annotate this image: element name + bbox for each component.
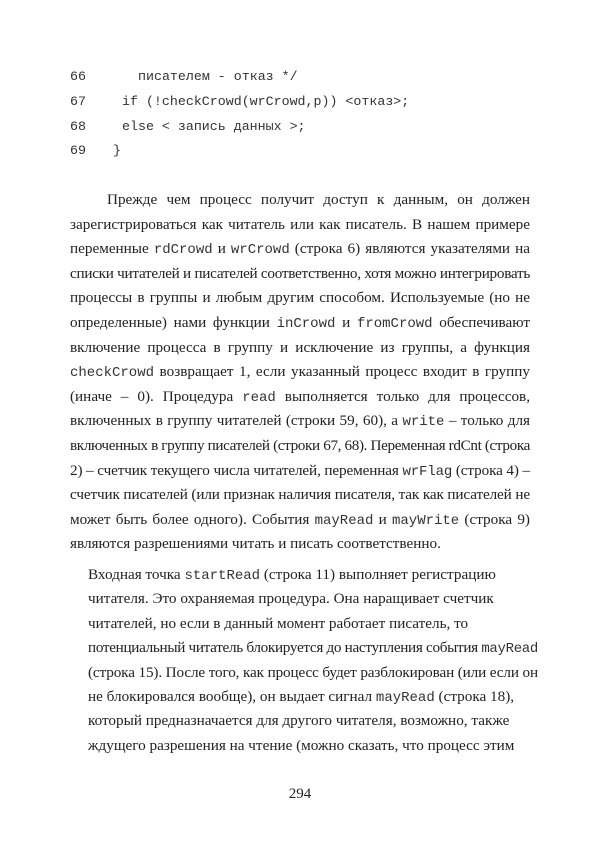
line-number: 66 <box>70 69 86 84</box>
text-run: и <box>212 240 231 258</box>
text-line <box>70 240 530 259</box>
text-run: зарегистрироваться как читатель или как писатель. В нашем примере <box>70 215 530 233</box>
line-number: 67 <box>70 94 86 109</box>
text-run: счетчик писателей (или признак наличия писателя, так как писателей не <box>70 486 530 504</box>
line-number: 69 <box>70 143 86 158</box>
text-run: 2) – счетчик текущего числа читателей, переменная <box>70 461 403 479</box>
text-line <box>70 462 530 481</box>
code-text: писателем - отказ */ <box>138 69 298 84</box>
text-line <box>70 363 530 382</box>
page-number: 294 <box>288 786 312 802</box>
inline-code: mayRead <box>314 512 374 529</box>
text-run: обеспечивают <box>432 314 530 331</box>
inline-code: rdCrowd <box>153 242 213 259</box>
text-run: читателя. Это охраняемая процедура. Она наращивает счетчик <box>88 590 494 608</box>
text-line <box>70 535 441 553</box>
text-run: процессы в группы и любым другим способом. Используемые (но не <box>70 289 530 307</box>
text-run: выполняется только для процессов, <box>275 387 530 405</box>
text-run: (строка 4) – <box>452 461 530 479</box>
text-line <box>70 511 530 530</box>
text-line <box>88 664 538 682</box>
text-run: и <box>373 510 392 528</box>
text-run: читателей, но если в данный момент работает писатель, то <box>88 614 469 632</box>
text-run: Прежде чем процесс получит доступ к данным, он должен <box>107 191 530 208</box>
text-line <box>70 314 530 333</box>
text-run: Входная точка <box>88 566 185 583</box>
text-line <box>88 590 494 608</box>
inline-code: startRead <box>184 568 261 584</box>
inline-code: mayRead <box>375 690 435 706</box>
code-text: } <box>113 143 121 158</box>
text-run: являются разрешениями читать и писать соответственно. <box>70 535 441 553</box>
line-number: 68 <box>70 119 86 134</box>
text-run: возвращает 1, если указанный процесс входит в группу <box>154 363 530 381</box>
text-run: и <box>335 314 357 331</box>
text-line <box>70 216 530 234</box>
text-run: потенциальный читатель блокируется до наступления события <box>88 639 482 657</box>
text-line <box>88 615 468 633</box>
code-text: if (!checkCrowd(wrCrowd,p)) <отказ>; <box>122 94 410 109</box>
inline-code: wrFlag <box>402 463 453 480</box>
text-run: который предназначается для другого читателя, возможно, также <box>88 712 510 730</box>
inline-code: wrCrowd <box>230 242 290 259</box>
inline-code: mayRead <box>481 641 538 658</box>
text-run: включенных в группу писателей (строки 67, 68). Переменная rdCnt (строка <box>70 437 530 454</box>
text-line <box>88 566 496 585</box>
text-line <box>88 737 514 755</box>
inline-code: write <box>402 414 445 431</box>
text-line <box>88 639 538 658</box>
text-run: включенных в группу читателей (строки 59, 60), а <box>70 412 403 430</box>
text-line <box>70 486 530 504</box>
text-run: включение процесса в группу и исключение из группы, а функция <box>70 338 530 356</box>
text-line <box>70 437 530 455</box>
text-run: ждущего разрешения на чтение (можно сказать, что процесс этим <box>88 736 515 754</box>
text-run: может быть более одного). События <box>70 510 315 528</box>
text-run: списки читателей и писателей соответственно, хотя можно интегрировать <box>70 264 531 282</box>
text-run: переменные <box>70 240 154 258</box>
text-line <box>70 388 530 407</box>
text-line <box>107 191 530 209</box>
text-run: (строка 15). После того, как процесс будет разблокирован (или если он <box>88 663 538 681</box>
text-line <box>70 265 530 283</box>
text-run: не блокировался вообще), он выдает сигнал <box>88 688 376 705</box>
inline-code: fromCrowd <box>356 316 433 332</box>
text-line <box>70 289 530 307</box>
code-text: else < запись данных >; <box>122 119 306 134</box>
text-run: (строка 9) <box>459 510 530 528</box>
text-line <box>70 412 530 431</box>
text-run: определенные) нами функции <box>70 314 277 331</box>
text-run: – только для <box>444 412 531 430</box>
inline-code: read <box>242 389 276 406</box>
text-line <box>70 339 530 357</box>
inline-code: inCrowd <box>276 316 336 332</box>
inline-code: mayWrite <box>391 512 460 529</box>
text-run: (строка 11) выполняет регистрацию <box>260 566 496 583</box>
text-line <box>88 712 509 730</box>
text-line <box>88 688 514 707</box>
text-run: (иначе – 0). Процедура <box>70 387 243 405</box>
text-run: (строка 6) являются указателями на <box>289 240 530 258</box>
inline-code: checkCrowd <box>70 365 155 382</box>
text-run: (строка 18), <box>434 688 515 705</box>
